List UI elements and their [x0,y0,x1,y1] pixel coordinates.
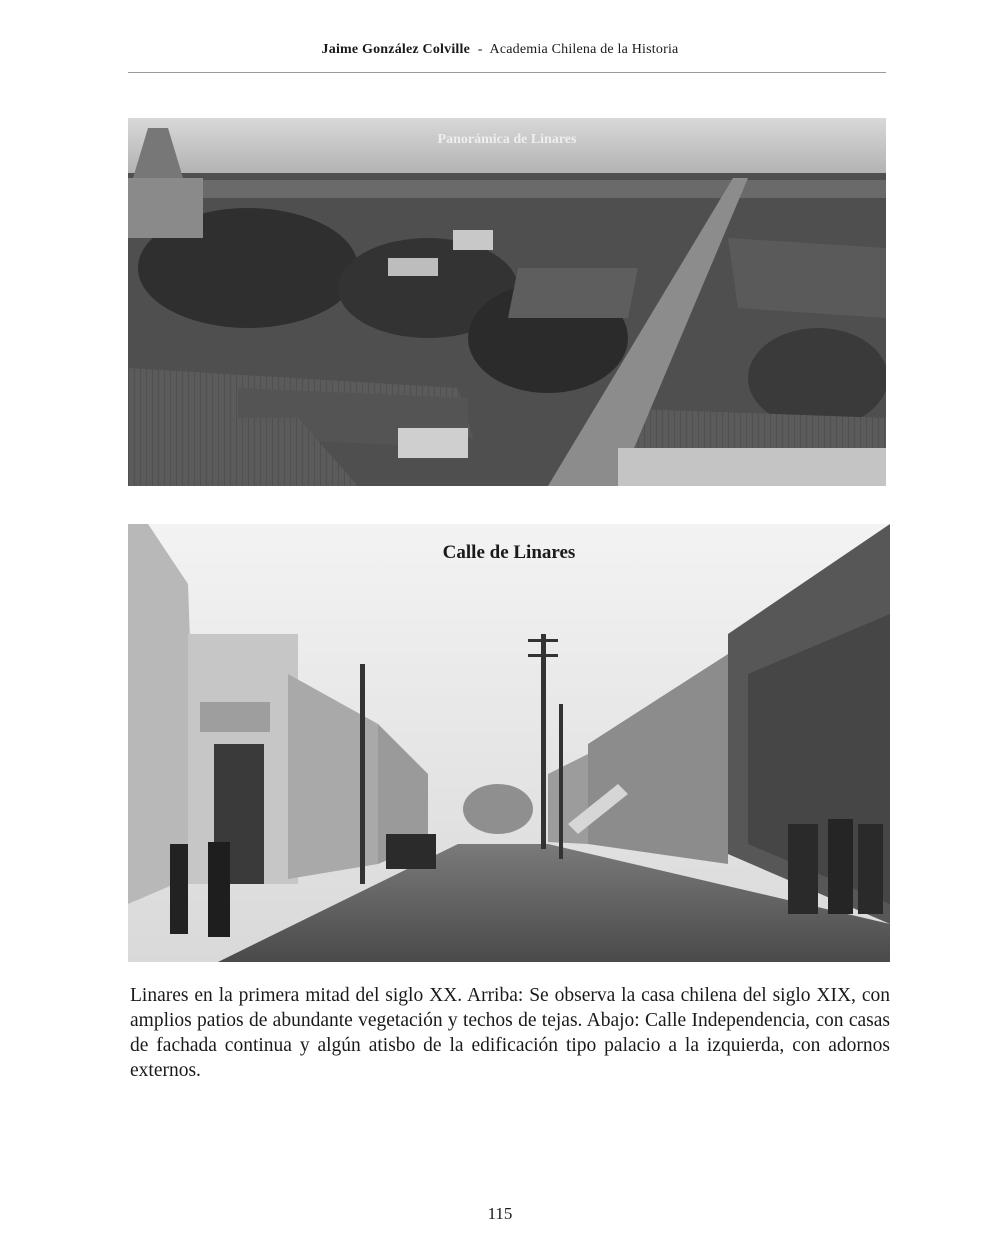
header-author: Jaime González Colville [321,42,471,57]
street-photo-illustration [128,524,890,962]
header-rule [128,72,886,73]
header-separator: - [477,42,483,57]
header-institution: Academia Chilena de la Historia [489,42,679,57]
panoramic-photo-title: Panorámica de Linares [437,132,577,147]
panoramic-photo [128,118,886,486]
panoramic-photo-illustration [128,118,886,486]
street-photo [128,524,890,962]
figure-caption: Linares en la primera mitad del siglo XX. Arriba: Se observa la casa chilena del siglo XIX, con amplios patios de abundante vegetación y techos de tejas. Abajo: Calle Independencia, con casas de fachada continua y algún atisbo de la edificación tipo palacio a la izquierda, con adornos externos. [130,985,890,1081]
running-head [0,42,1000,58]
page-number: 115 [487,1204,513,1223]
street-photo-title: Calle de Linares [442,542,576,563]
